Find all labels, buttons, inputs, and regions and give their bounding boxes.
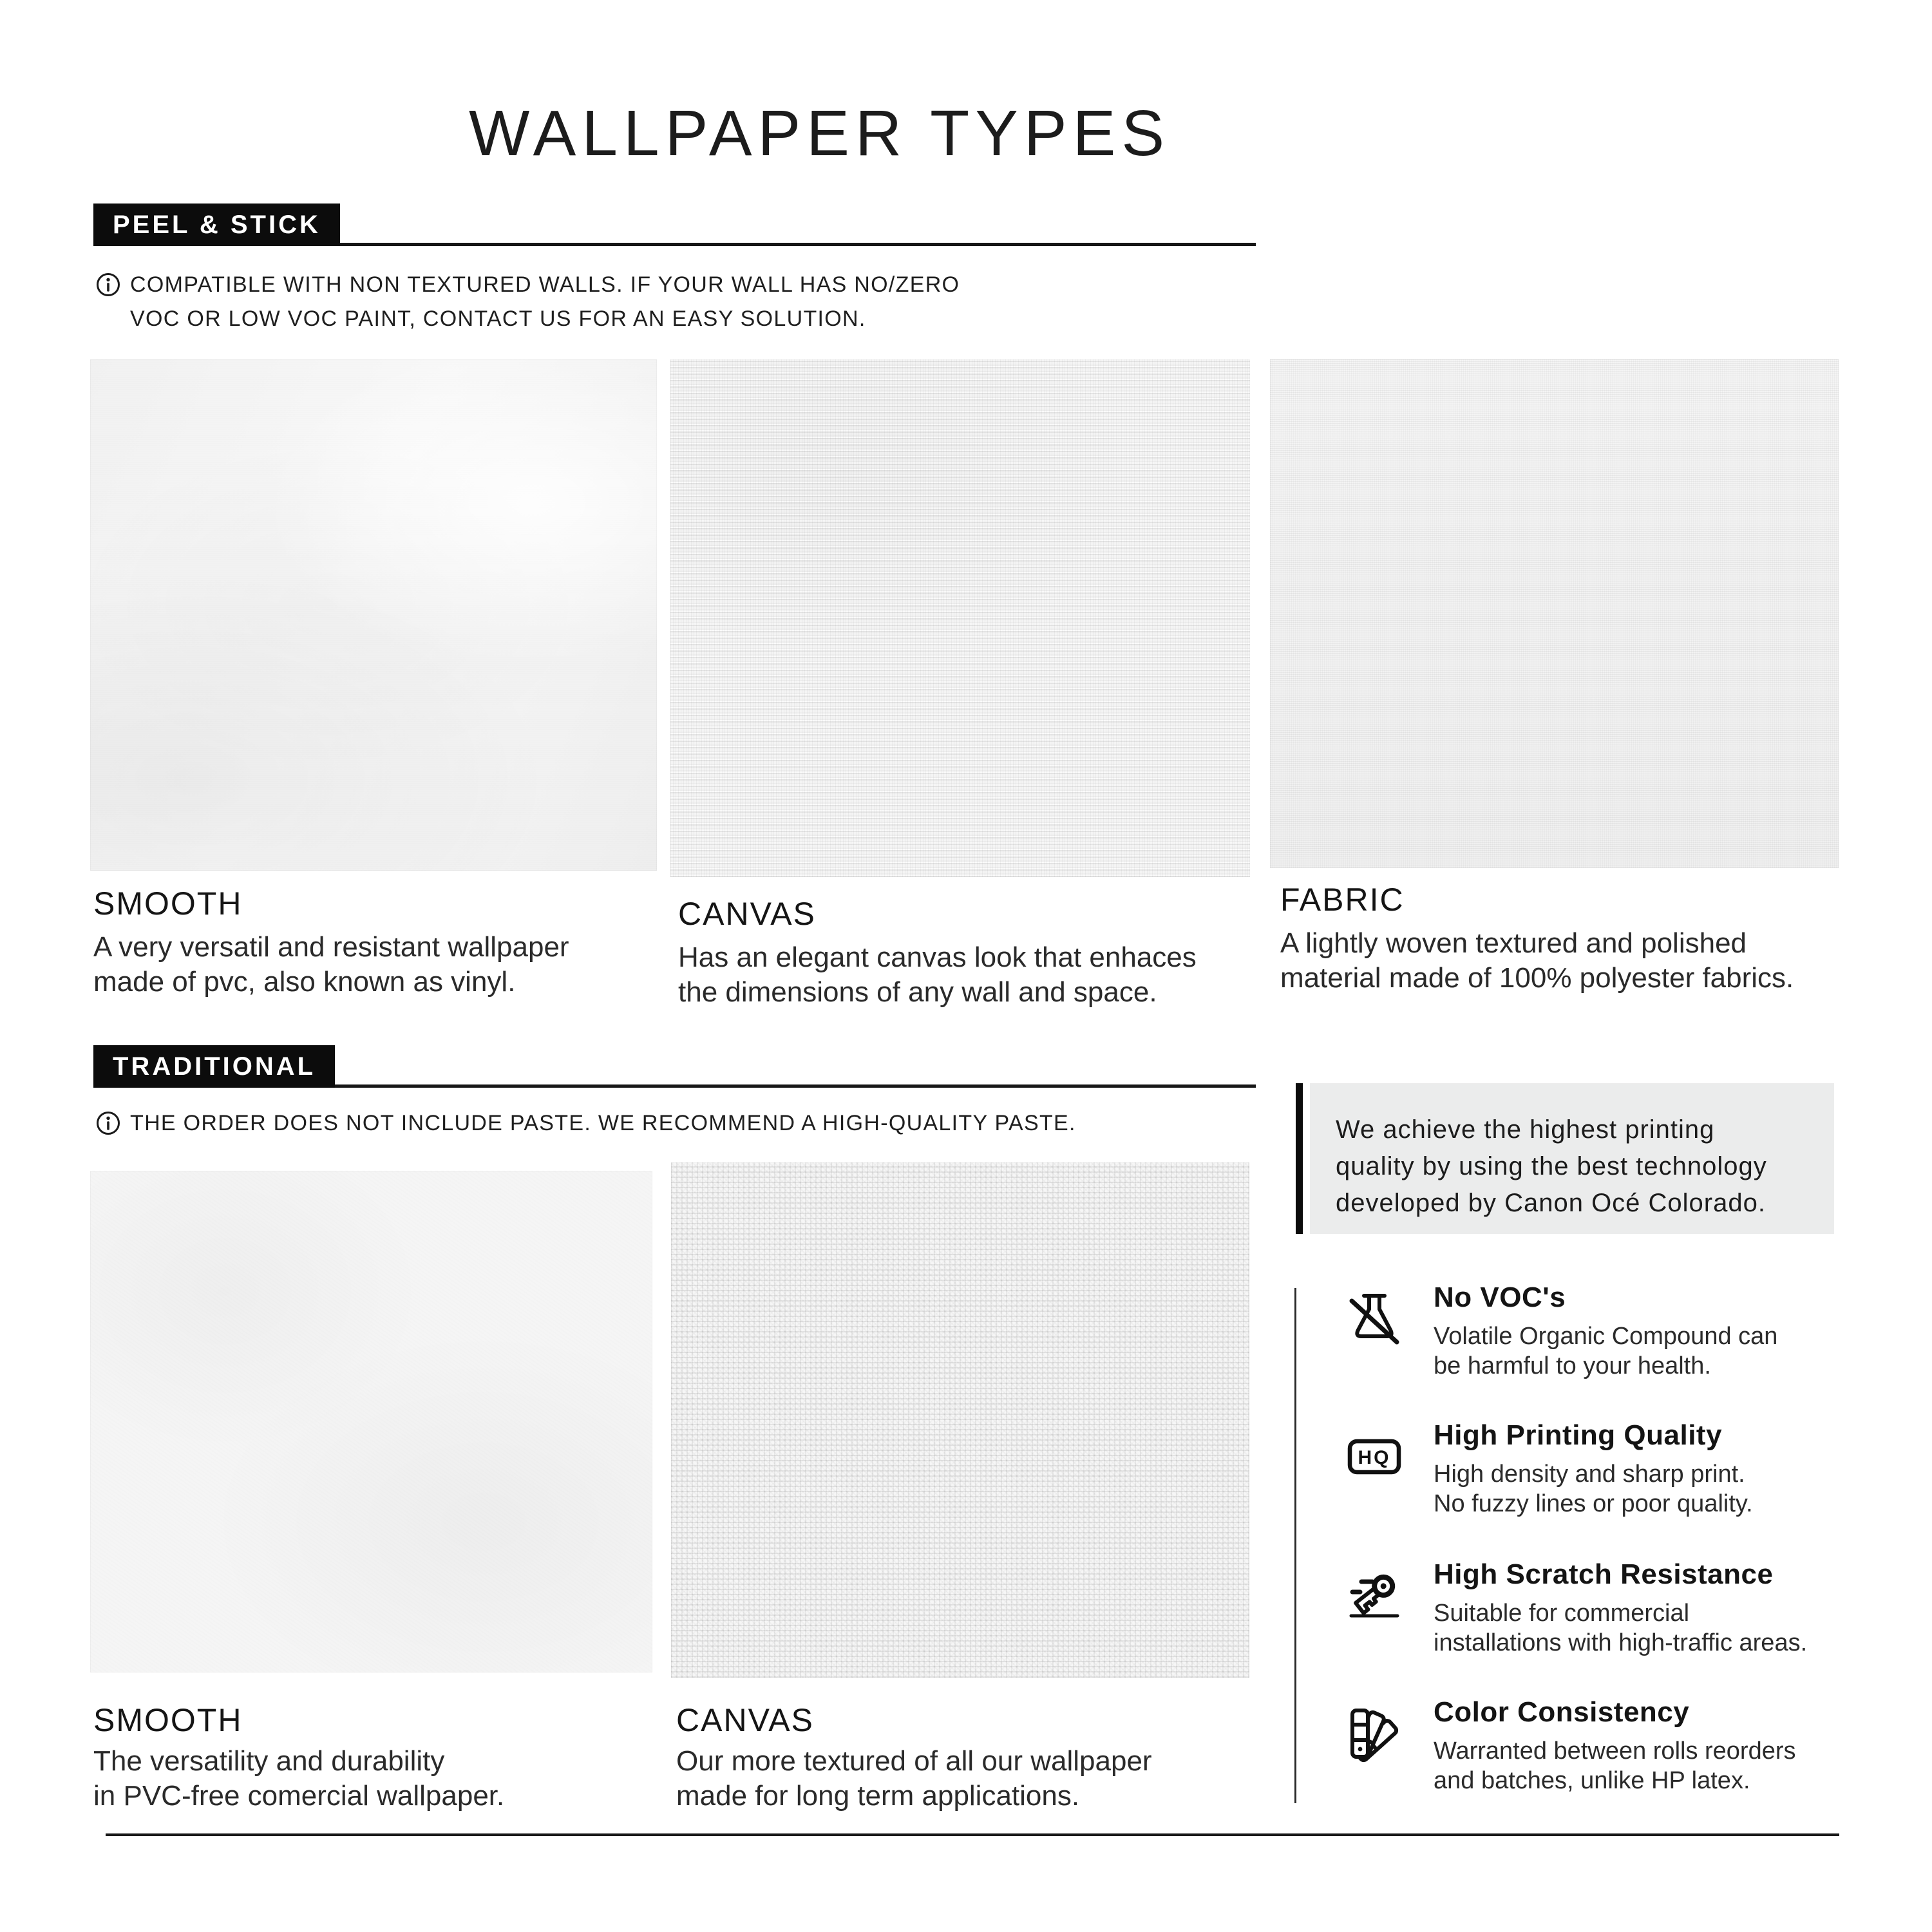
feature-high-scratch-resistance [1434, 1558, 1884, 1658]
feature-title: High Printing Quality [1434, 1419, 1723, 1451]
note-text-line1: COMPATIBLE WITH NON TEXTURED WALLS. IF YOUR WALL HAS NO/ZERO [130, 272, 960, 297]
desc-line: the dimensions of any wall and space. [678, 976, 1157, 1008]
feature-title: Color Consistency [1434, 1696, 1690, 1728]
desc-line: Our more textured of all our wallpaper [676, 1745, 1152, 1777]
hq-badge-icon [1343, 1426, 1405, 1488]
desc-line: material made of 100% polyester fabrics. [1280, 962, 1794, 994]
desc-line: Suitable for commercial [1434, 1600, 1690, 1627]
feature-title: High Scratch Resistance [1434, 1558, 1774, 1590]
feature-desc [1434, 1598, 1884, 1658]
quality-callout [1310, 1083, 1834, 1234]
no-voc-flask-icon [1343, 1288, 1405, 1350]
desc-line: No fuzzy lines or poor quality. [1434, 1490, 1753, 1517]
desc-line: The versatility and durability [93, 1745, 445, 1777]
desc-line: High density and sharp print. [1434, 1461, 1745, 1488]
info-icon [95, 270, 130, 305]
callout-accent-bar [1296, 1083, 1303, 1234]
swatch-desc-canvas [678, 940, 1197, 1010]
desc-line: Volatile Organic Compound can [1434, 1323, 1778, 1350]
desc-line: made of pvc, also known as vinyl. [93, 966, 516, 998]
callout-line: developed by Canon Océ Colorado. [1336, 1189, 1766, 1217]
feature-title: No VOC's [1434, 1282, 1566, 1313]
feature-desc [1434, 1321, 1884, 1381]
features-divider-rule [1294, 1288, 1296, 1803]
feature-desc [1434, 1736, 1884, 1795]
color-fan-icon [1343, 1707, 1405, 1768]
peel-stick-note [95, 270, 960, 333]
desc-line: Warranted between rolls reorders [1434, 1738, 1796, 1765]
peel-stick-canvas-texture-swatch [670, 359, 1250, 877]
desc-line: A lightly woven textured and polished [1280, 927, 1747, 959]
peel-stick-section-label: PEEL & STICK [93, 204, 340, 246]
desc-line: Has an elegant canvas look that enhaces [678, 942, 1197, 973]
note-text: THE ORDER DOES NOT INCLUDE PASTE. WE RECOMMEND A HIGH-QUALITY PASTE. [130, 1111, 1076, 1135]
page-title: WALLPAPER TYPES [468, 97, 1171, 169]
swatch-desc-smooth [93, 1744, 504, 1814]
peel-stick-smooth-texture-swatch [90, 359, 657, 871]
svg-text:HQ: HQ [1358, 1447, 1391, 1468]
swatch-desc-canvas [676, 1744, 1152, 1814]
feature-high-printing-quality [1434, 1419, 1884, 1519]
callout-line: We achieve the highest printing [1336, 1115, 1715, 1144]
traditional-note [95, 1109, 1076, 1143]
feature-no-vocs [1434, 1282, 1884, 1381]
note-text-line2: VOC OR LOW VOC PAINT, CONTACT US FOR AN EASY SOLUTION. [130, 307, 866, 331]
traditional-canvas-texture-swatch [671, 1162, 1249, 1678]
desc-line: A very versatil and resistant wallpaper [93, 931, 569, 963]
feature-desc [1434, 1459, 1884, 1519]
desc-line: and batches, unlike HP latex. [1434, 1767, 1750, 1794]
traditional-smooth-texture-swatch [90, 1171, 652, 1672]
callout-line: quality by using the best technology [1336, 1152, 1767, 1180]
swatch-title-canvas: CANVAS [678, 896, 816, 932]
swatch-desc-smooth [93, 930, 569, 999]
desc-line: be harmful to your health. [1434, 1352, 1711, 1379]
scratch-resistance-key-icon [1343, 1565, 1405, 1627]
peel-stick-fabric-texture-swatch [1270, 359, 1839, 868]
info-icon [95, 1109, 130, 1143]
desc-line: made for long term applications. [676, 1780, 1080, 1812]
swatch-title-fabric: FABRIC [1280, 882, 1405, 918]
swatch-desc-fabric [1280, 926, 1794, 996]
swatch-title-smooth: SMOOTH [93, 886, 243, 922]
desc-line: installations with high-traffic areas. [1434, 1629, 1808, 1656]
bottom-rule [106, 1833, 1839, 1836]
swatch-title-smooth: SMOOTH [93, 1702, 243, 1738]
desc-line: in PVC-free comercial wallpaper. [93, 1780, 505, 1812]
feature-color-consistency [1434, 1696, 1884, 1795]
swatch-title-canvas: CANVAS [676, 1702, 814, 1738]
traditional-section-label: TRADITIONAL [93, 1045, 335, 1088]
